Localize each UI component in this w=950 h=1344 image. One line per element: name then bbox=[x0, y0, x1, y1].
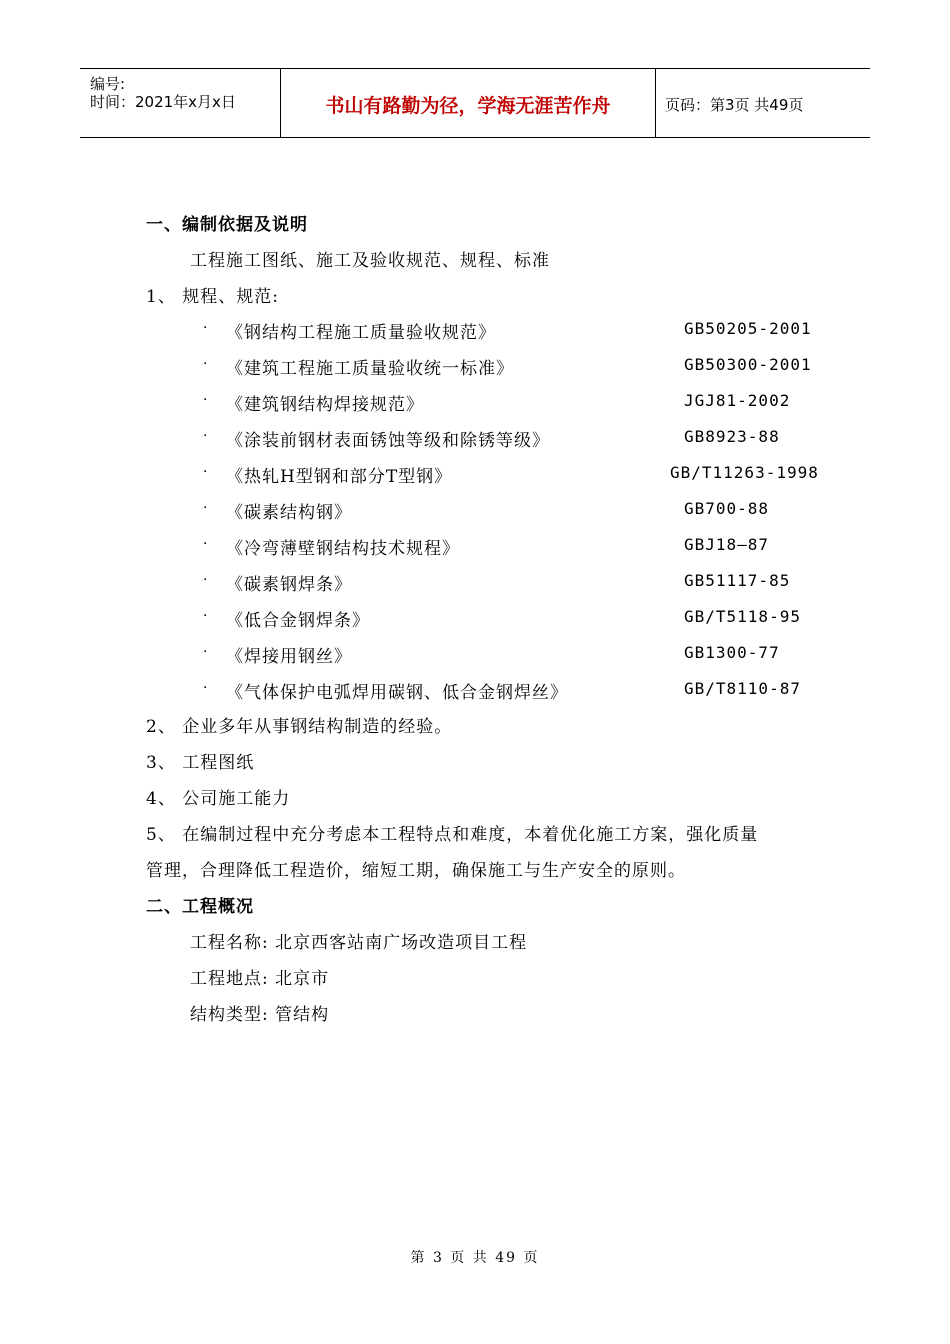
standard-code: GBJ18—87 bbox=[684, 535, 770, 554]
standard-name: 《热轧H型钢和部分T型钢》 bbox=[226, 467, 453, 487]
item-4: 4、 公司施工能力 bbox=[146, 789, 291, 809]
document-header bbox=[80, 68, 870, 138]
bullet-icon: · bbox=[203, 356, 208, 372]
item-5-line2: 管理，合理降低工程造价，缩短工期，确保施工与生产安全的原则。 bbox=[146, 861, 686, 881]
number-label: 编号: bbox=[90, 75, 126, 93]
section2-title: 二、工程概况 bbox=[146, 897, 254, 917]
section1-intro: 工程施工图纸、施工及验收规范、规程、标准 bbox=[190, 251, 550, 271]
standard-name: 《涂装前钢材表面锈蚀等级和除锈等级》 bbox=[226, 431, 550, 451]
standard-code: JGJ81-2002 bbox=[684, 391, 791, 410]
project-location: 工程地点: 北京市 bbox=[190, 969, 330, 989]
standard-code: GB50205-2001 bbox=[684, 319, 812, 338]
standard-code: GB/T11263-1998 bbox=[670, 463, 819, 482]
item-2: 2、 企业多年从事钢结构制造的经验。 bbox=[146, 717, 453, 737]
standard-name: 《建筑钢结构焊接规范》 bbox=[226, 395, 424, 415]
bullet-icon: · bbox=[203, 608, 208, 624]
standard-name: 《冷弯薄壁钢结构技术规程》 bbox=[226, 539, 460, 559]
header-motto-cell bbox=[280, 69, 656, 137]
standard-name: 《气体保护电弧焊用碳钢、低合金钢焊丝》 bbox=[226, 683, 568, 703]
standard-name: 《碳素结构钢》 bbox=[226, 503, 352, 523]
standard-name: 《焊接用钢丝》 bbox=[226, 647, 352, 667]
section1-title: 一、编制依据及说明 bbox=[146, 215, 308, 235]
time-label: 时间：2021年x月x日 bbox=[90, 93, 236, 111]
bullet-icon: · bbox=[203, 428, 208, 444]
structure-type: 结构类型: 管结构 bbox=[190, 1005, 330, 1025]
standard-code: GB50300-2001 bbox=[684, 355, 812, 374]
bullet-icon: · bbox=[203, 320, 208, 336]
motto-text: 书山有路勤为径，学海无涯苦作舟 bbox=[325, 95, 611, 117]
standard-name: 《低合金钢焊条》 bbox=[226, 611, 370, 631]
header-meta-cell bbox=[80, 69, 280, 137]
bullet-icon: · bbox=[203, 644, 208, 660]
project-name: 工程名称: 北京西客站南广场改造项目工程 bbox=[190, 933, 528, 953]
bullet-icon: · bbox=[203, 536, 208, 552]
bullet-icon: · bbox=[203, 500, 208, 516]
bullet-icon: · bbox=[203, 392, 208, 408]
item-1: 1、 规程、规范: bbox=[146, 287, 279, 307]
standard-code: GB1300-77 bbox=[684, 643, 780, 662]
standard-code: GB8923-88 bbox=[684, 427, 780, 446]
page-footer: 第 3 页 共 49 页 bbox=[410, 1250, 540, 1266]
item-3: 3、 工程图纸 bbox=[146, 753, 255, 773]
standard-name: 《碳素钢焊条》 bbox=[226, 575, 352, 595]
page-label: 页码：第3页 共49页 bbox=[665, 96, 804, 114]
standard-name: 《建筑工程施工质量验收统一标准》 bbox=[226, 359, 514, 379]
standard-code: GB/T5118-95 bbox=[684, 607, 801, 626]
standard-code: GB/T8110-87 bbox=[684, 679, 801, 698]
bullet-icon: · bbox=[203, 464, 208, 480]
bullet-icon: · bbox=[203, 680, 208, 696]
bullet-icon: · bbox=[203, 572, 208, 588]
standard-code: GB700-88 bbox=[684, 499, 770, 518]
standard-code: GB51117-85 bbox=[684, 571, 791, 590]
standard-name: 《钢结构工程施工质量验收规范》 bbox=[226, 323, 496, 343]
header-page-cell bbox=[655, 69, 870, 137]
item-5-line1: 5、 在编制过程中充分考虑本工程特点和难度，本着优化施工方案，强化质量 bbox=[146, 825, 759, 845]
